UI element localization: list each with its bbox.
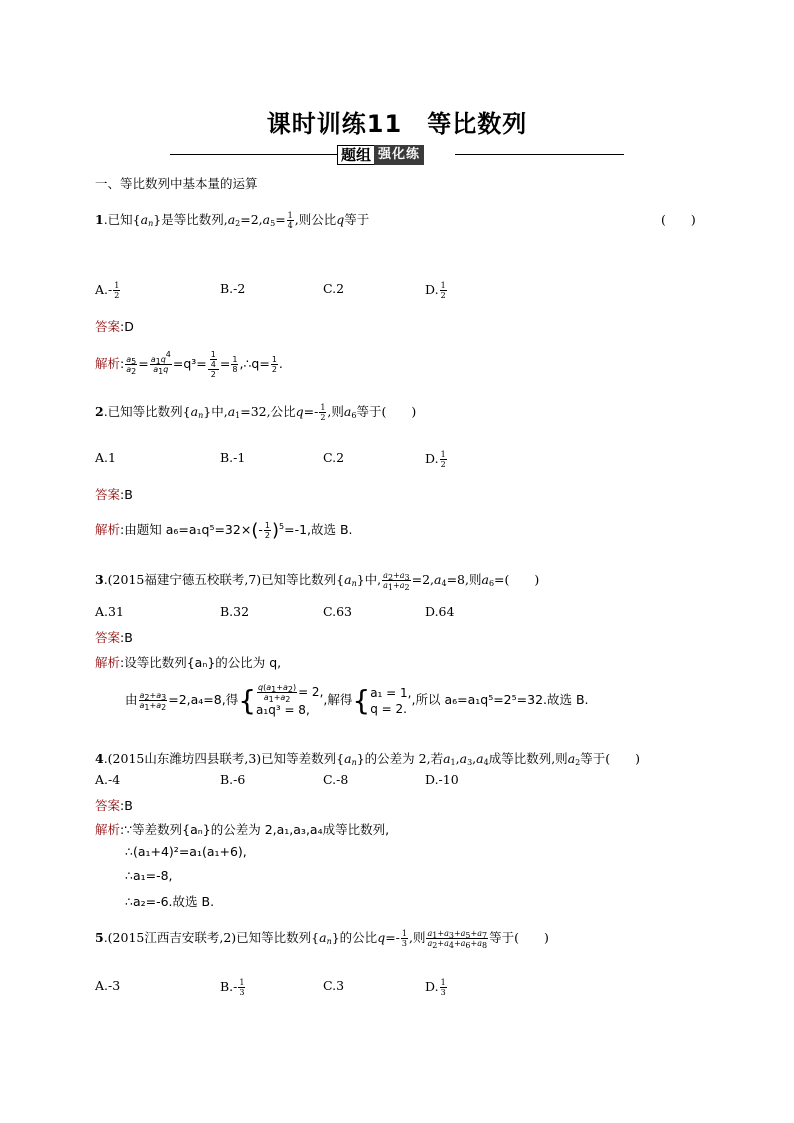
options-1 [95,281,595,301]
analysis-4-line-2: ∴(a₁+4)²=a₁(a₁+6), [125,844,247,859]
options-2 [95,450,595,470]
analysis-3-line-2: 由 $\frac{a_2+a_3}{a_1+a_2}$ =2,a₄=8,得{ $\frac{q(a_1+a_2)}{a_1+a_2}$ = 2, a₁q³ = 8, ,解得{ a₁ = 1, q = 2. ,所以 a₆=a₁q⁵=2⁵=32.故选 B. [125,683,589,717]
answer-4: 答案:B [95,798,133,813]
option-d: D.64 [425,604,455,619]
page-title: 课时训练11 等比数列 [266,110,528,138]
option-b: B.-1 [220,450,246,465]
answer-1: 答案:D [95,319,134,334]
question-4: 4.(2015山东潍坊四县联考,3)已知等差数列$\{a_n\}$的公差为 2,若$a_1,a_3,a_4$成等比数列,则$a_2$等于( ) [95,751,640,767]
option-d: D.-10 [425,772,459,787]
question-1: 1.已知$\{a_n\}$是等比数列$,a_2=2,a_5=$ $\frac{1}{4}$ ,则公比q等于 [95,211,370,230]
analysis-3-line-1: 解析:设等比数列{aₙ}的公比为 q, [95,655,282,670]
option-b: B.-2 [220,281,246,296]
option-b: B.-6 [220,772,246,787]
option-d: D. $\frac{1}{2}$ [425,450,446,469]
answer-blank-1: ( ) [661,212,696,227]
answer-2: 答案:B [95,487,133,502]
options-4 [95,772,595,792]
option-d: D. $\frac{1}{2}$ [425,281,446,300]
option-a: A.31 [95,604,124,619]
option-a: A.- $\frac{1}{2}$ [95,281,120,300]
section-heading: 一、等比数列中基本量的运算 [95,176,258,191]
option-a: A.1 [95,450,116,465]
section-banner [337,145,424,165]
option-c: C.3 [323,978,345,993]
option-c: C.2 [323,450,345,465]
banner-line-right [455,154,624,155]
analysis-2: 解析:由题知 a₆=a₁q⁵=32×(- $\frac{1}{2}$ )$^5$=-1,故选 B. [95,520,353,541]
option-a: A.-3 [95,978,121,993]
question-5: 5.(2015江西吉安联考,2)已知等比数列$\{a_n\}$的公比q=- $\frac{1}{3}$ ,则 $\frac{a_1+a_3+a_5+a_7}{a_2+a_4+a_6+a_8}$ 等于( ) [95,929,549,950]
options-5 [95,978,595,998]
answer-3: 答案:B [95,630,133,645]
analysis-1: 解析: $\frac{a_5}{a_2}$ = $\frac{a_1q^4}{a_1q}$ =q³= $\frac{\frac{1}{4}}{2}$ = $\frac{1}{8}$ ,∴q= $\frac{1}{2}$ . [95,350,283,379]
option-b: B.- $\frac{1}{3}$ [220,978,245,997]
analysis-4-line-3: ∴a₁=-8, [125,868,173,883]
banner-left-label: 题组 [337,145,374,165]
banner-right-label: 强化练 [374,145,424,165]
banner-line-left [170,154,337,155]
analysis-4-line-1: 解析:∵等差数列{aₙ}的公差为 2,a₁,a₃,a₄成等比数列, [95,822,390,837]
option-b: B.32 [220,604,250,619]
analysis-4-line-4: ∴a₂=-6.故选 B. [125,894,215,909]
question-3: 3.(2015福建宁德五校联考,7)已知等比数列$\{a_n\}$中, $\frac{a_2+a_3}{a_1+a_2}$ $=2,a_4=8$,则$a_6=$( ) [95,571,540,592]
option-c: C.2 [323,281,345,296]
fraction: $\frac{1}{4}$ [287,211,293,230]
option-c: C.-8 [323,772,349,787]
option-d: D. $\frac{1}{3}$ [425,978,446,997]
question-2: 2.已知等比数列$\{a_n\}$中$,a_1=32$,公比q=- $\frac{1}{2}$ ,则$a_6$等于( ) [95,403,417,422]
option-a: A.-4 [95,772,121,787]
option-c: C.63 [323,604,352,619]
options-3 [95,604,595,624]
